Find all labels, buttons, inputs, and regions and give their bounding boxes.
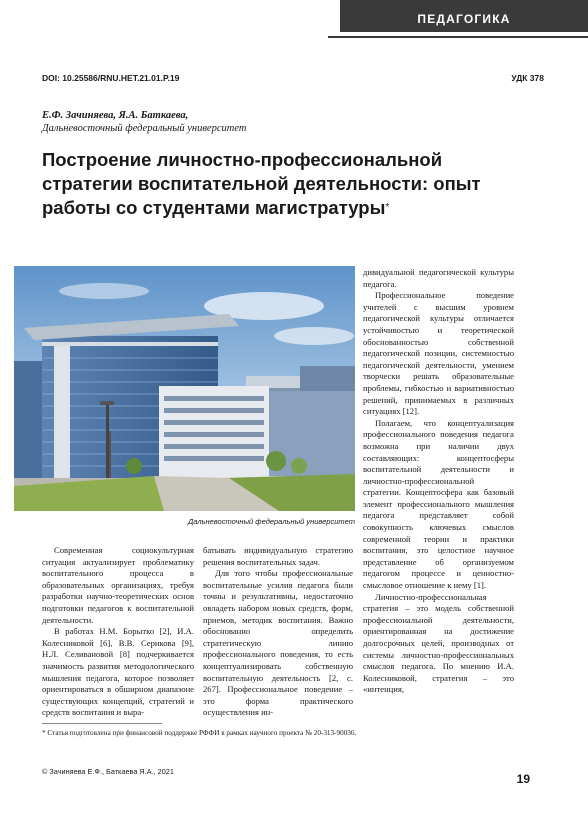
doi-text: DOI: 10.25586/RNU.HET.21.01.P.19 — [42, 73, 180, 83]
body-column-2 — [203, 545, 353, 719]
campus-photo — [14, 266, 355, 511]
section-label: ПЕДАГОГИКА — [417, 12, 511, 26]
section-header-band — [340, 0, 588, 32]
udk-code: УДК 378 — [511, 73, 544, 83]
title-footnote-mark: * — [385, 202, 390, 213]
paragraph: Профессиональное поведение учителей с высшим уровнем педагогической культуры отличается устойчивостью и теоретической обоснованностью собственной педагогической позиции, системностью педагогической деятельности, умением творчески решать образовательные проблемы, гибкостью и вариативностью решений, принимаемых в различных ситуациях [12]. — [363, 290, 514, 417]
author-affiliation: Дальневосточный федеральный университет — [42, 123, 247, 134]
header-rule — [328, 36, 588, 38]
paragraph: Для того чтобы профессиональные воспитательные усилия педагога были точны и результативны, недостаточно овладеть набором новых средств, форм, приемов, методик воспитания. Важно обоснованно определить стратегическую линию профессионального поведения, то есть концептуализировать собственную воспитательную деятельность [2, с. 267]. Профессиональное поведение – это форма практического осуществления ин- — [203, 568, 353, 718]
article-title — [42, 148, 512, 220]
paragraph: Современная социокультурная ситуация актуализирует проблематику воспитательного процесса в образовательных организациях, требуя разработки научно-теоретических основ подготовки педагогов к воспитательной деятельности. — [42, 545, 194, 625]
body-column-3 — [363, 267, 514, 696]
figure-caption: Дальневосточный федеральный университет — [187, 517, 355, 526]
article-title-text: Построение личностно-профессиональной стратегии воспитательной деятельности: опыт работы со студентами магистратуры — [42, 149, 481, 218]
footnote-rule — [42, 723, 162, 724]
body-column-1 — [42, 545, 194, 719]
copyright-line: © Зачиняева Е.Ф., Баткаева Я.А., 2021 — [42, 767, 174, 776]
paragraph: В работах Н.М. Борытко [2], И.А. Колесниковой [6], В.В. Сериковa [9], Н.Л. Селивановой [8] подчеркивается значимость развития методологического мышления педагога, которое позволяет ориентироваться в обширном диапазоне существующих концепций, стратегий и средств воспитания и выра- — [42, 626, 194, 718]
paragraph: Личностно-профессиональная стратегия – это модель собственной профессиональной деятельности, ориентированная на достижение долгосрочных целей, производных от системы личностно-профессиональных смыслов педагога. По мнению И.А. Колесниковой, стратегия – это «интенция, — [363, 591, 514, 695]
article-authors: Е.Ф. Зачиняева, Я.А. Баткаева, — [42, 110, 189, 121]
funding-footnote: * Статья подготовлена при финансовой поддержке РФФИ в рамках научного проекта № 20-313-90036. — [42, 729, 357, 737]
paragraph: Полагаем, что концептуализация профессионального поведения педагога возможна при наличии двух составляющих: концептосферы воспитательной деятельности и личностно-профессиональной стратегии. Концептосфера как базовый элемент профессионального мышления педагога представляет собой совокупность ключевых смыслов современной теории и практики воспитания, это целостное научное представление об организуемом педагогом процессе и ценностно-смысловое отношение к нему [1]. — [363, 417, 514, 591]
paragraph: дивидуальной педагогической культуры педагога. — [363, 267, 514, 289]
page-number: 19 — [516, 772, 530, 786]
paragraph: батывать индивидуальную стратегию решения воспитательных задач. — [203, 545, 353, 567]
